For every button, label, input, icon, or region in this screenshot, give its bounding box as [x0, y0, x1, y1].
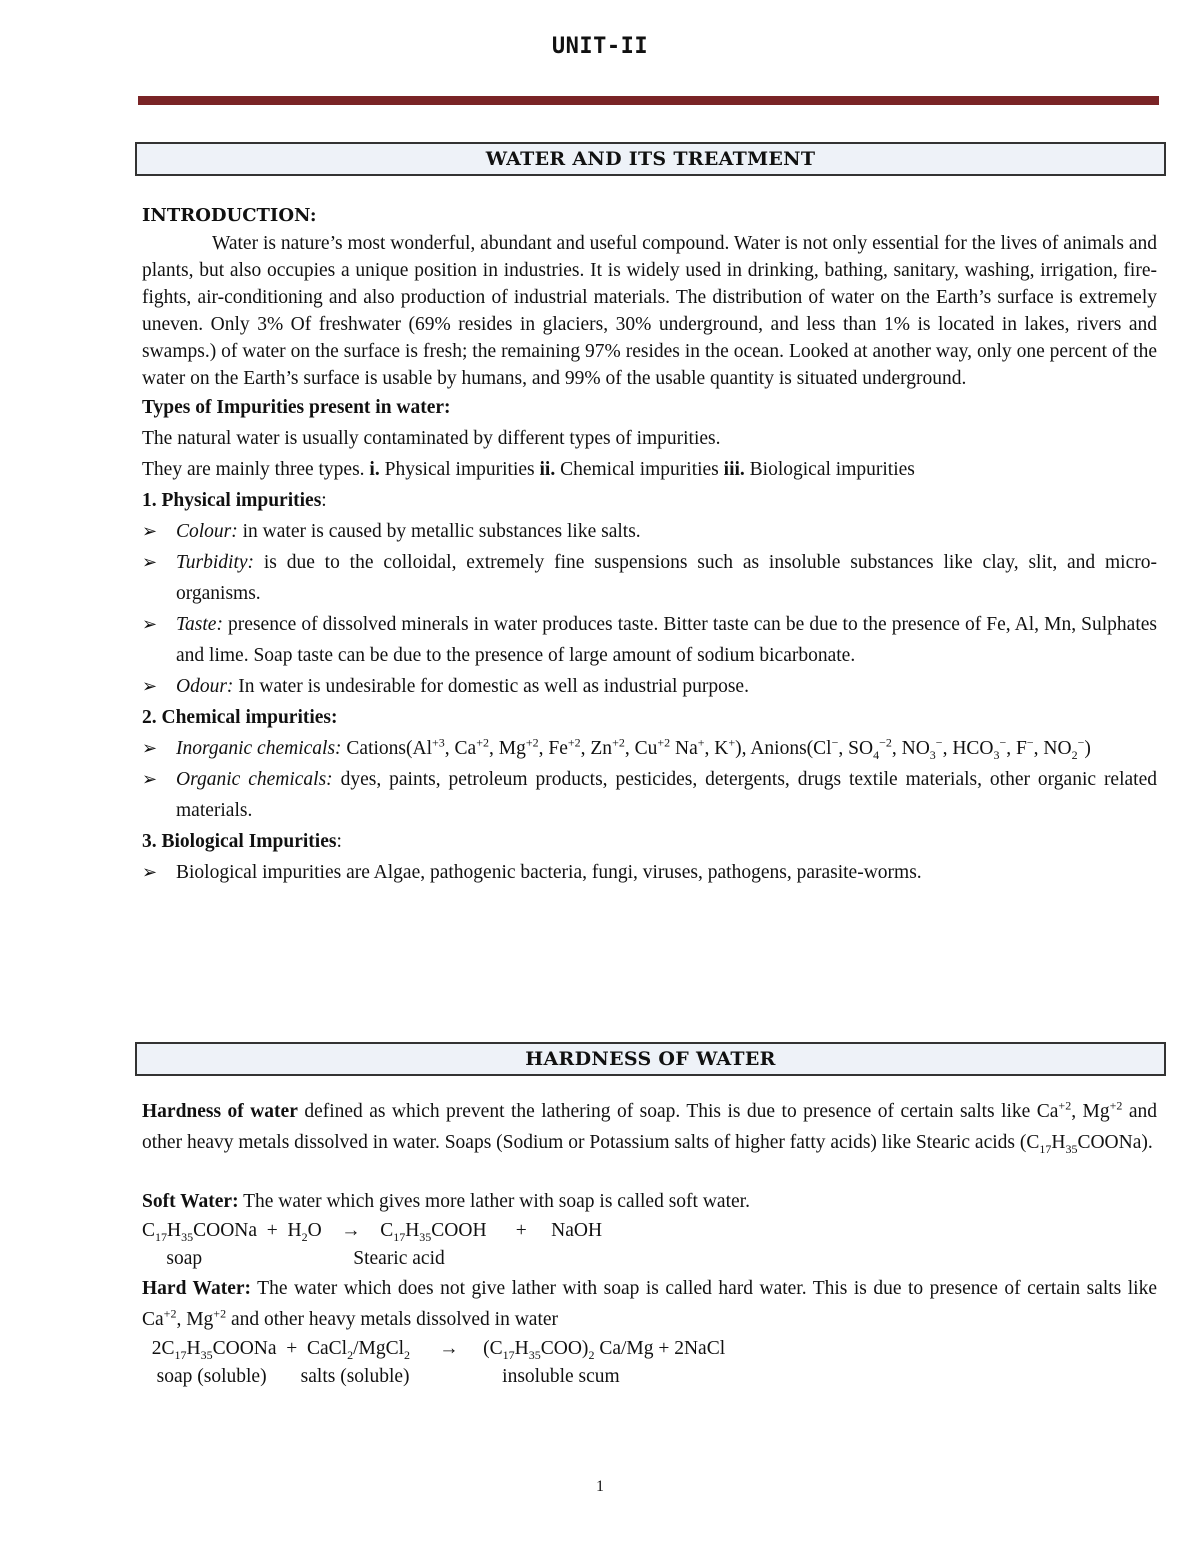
chemical-list: [142, 733, 1157, 826]
arrow-bullet-icon: ➢: [142, 862, 158, 883]
soft-water-definition: Soft Water: The water which gives more lather with soap is called soft water.: [142, 1191, 750, 1212]
types-line-1: The natural water is usually contaminated by different types of impurities.: [142, 428, 721, 449]
list-item: ➢ Colour: in water is caused by metallic substances like salts.: [142, 516, 1157, 547]
arrow-bullet-icon: ➢: [142, 738, 158, 759]
types-line-2: They are mainly three types. i. Physical impurities ii. Chemical impurities iii. Biological impurities: [142, 459, 915, 480]
soft-water-equation: $C_{17}H_{35}COONa + H_2O$ → $C_{17}H_{35}COOH$ + NaOH: [142, 1220, 603, 1244]
list-item: ➢ Odour: In water is undesirable for domestic as well as industrial purpose.: [142, 671, 1157, 702]
section-title-water-treatment: WATER AND ITS TREATMENT: [135, 142, 1166, 176]
page-number: 1: [596, 1478, 604, 1495]
physical-list: [142, 516, 1157, 702]
section-title-hardness: HARDNESS OF WATER: [135, 1042, 1166, 1076]
intro-paragraph: Water is nature’s most wonderful, abundant and useful compound. Water is not only essential for the lives of animals and plants, but also occupies a unique position in industries. It is widely used in drinking, bathing, sanitary, washing, irrigation, fire-fights, air-conditioning and also production of industrial materials. The distribution of water on the Earth’s surface is extremely uneven. Only 3% Of freshwater (69% resides in glaciers, 30% underground, and less than 1% is located in lakes, rivers and swamps.) of water on the surface is fresh; the remaining 97% resides in the ocean. Looked at another way, only one percent of the water on the Earth’s surface is usable by humans, and 99% of the usable quantity is situated underground.: [142, 233, 1157, 389]
arrow-bullet-icon: ➢: [142, 521, 158, 542]
arrow-bullet-icon: ➢: [142, 552, 158, 573]
types-heading: Types of Impurities present in water:: [142, 397, 451, 418]
unit-title: UNIT-II: [551, 34, 649, 59]
list-item: ➢ Taste: presence of dissolved minerals in water produces taste. Bitter taste can be due to the presence of Fe, Al, Mn, Sulphates and lime. Soap taste can be due to the presence of large amount of sodium bicarbonate.: [142, 609, 1157, 671]
hardness-paragraph: Hardness of water defined as which prevent the lathering of soap. This is due to presence of certain salts like $Ca^{+2}$, $Mg^{+2}$ and other heavy metals dissolved in water. Soaps (Sodium or Potassium salts of higher fatty acids) like Stearic acids $(C_{17}H_{35}COONa)$.: [142, 1098, 1158, 1156]
list-item: ➢ Inorganic chemicals: $Cations(Al^{+3}$, $Ca^{+2}$, $Mg^{+2}$, $Fe^{+2}$, $Zn^{+2}$, $Cu^{+2}$ Na+, K+), Anions(Cl−, $SO_4^{-2}$, $NO_3^-$, $HCO_3^-$, F−, $NO_2^-$): [142, 733, 1157, 764]
hard-water-equation: $2C_{17}H_{35}COONa$ + CaCl$_2$/MgCl$_2$ → $(C_{17}H_{35}COO)_2$ Ca/Mg + 2NaCl: [142, 1338, 726, 1362]
section-water-content: [142, 202, 1157, 888]
section-hardness-content: [142, 1096, 1157, 1391]
chemical-heading: 2. Chemical impurities:: [142, 707, 338, 728]
list-item: ➢ Turbidity: is due to the colloidal, extremely fine suspensions such as insoluble substances like clay, slit, and micro-organisms.: [142, 547, 1157, 609]
biological-heading: 3. Biological Impurities:: [142, 831, 342, 852]
list-item: ➢ Organic chemicals: dyes, paints, petroleum products, pesticides, detergents, drugs textile materials, other organic related materials.: [142, 764, 1157, 826]
hard-water-equation-labels: soap (soluble) salts (soluble) insoluble scum: [142, 1366, 620, 1387]
hard-water-definition: Hard Water: The water which does not give lather with soap is called hard water. This is due to presence of certain salts like $Ca^{+2}$, $Mg^{+2}$ and other heavy metals dissolved in water: [142, 1278, 1157, 1330]
intro-heading: INTRODUCTION:: [142, 205, 317, 226]
arrow-bullet-icon: ➢: [142, 614, 158, 635]
list-item: ➢ Biological impurities are Algae, pathogenic bacteria, fungi, viruses, pathogens, parasite-worms.: [142, 857, 1157, 888]
biological-list: [142, 857, 1157, 888]
arrow-bullet-icon: ➢: [142, 676, 158, 697]
physical-heading: 1. Physical impurities:: [142, 490, 327, 511]
soft-water-equation-labels: soap Stearic acid: [142, 1248, 445, 1269]
arrow-bullet-icon: ➢: [142, 769, 158, 790]
header-rule: [138, 96, 1159, 105]
